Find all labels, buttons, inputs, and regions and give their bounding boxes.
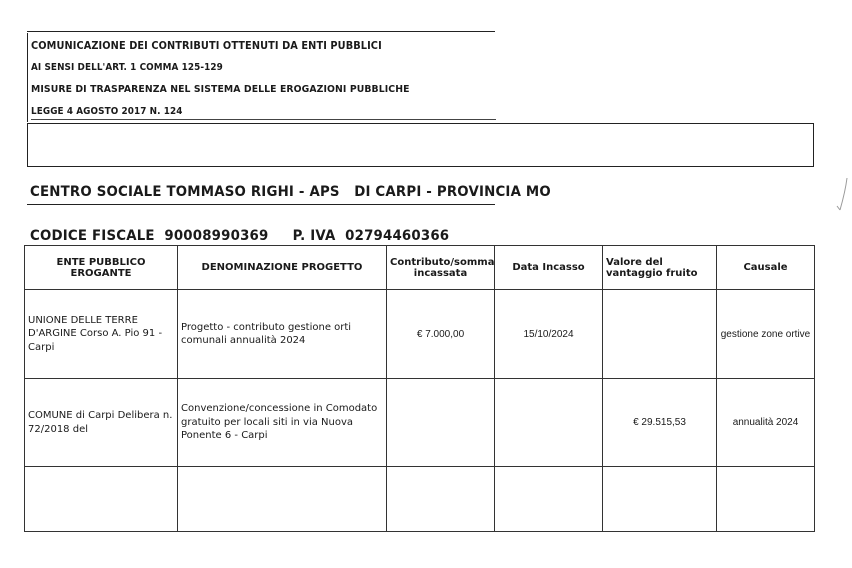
table-row [25,379,815,467]
cell-data-incasso: 15/10/2024 [495,290,603,379]
cell-causale: gestione zone ortive [717,290,815,379]
cell-progetto [178,467,387,532]
cell-vantaggio: € 29.515,53 [603,379,717,467]
column-header-vantaggio: Valore del vantaggio fruito [603,246,717,290]
cell-contributo [387,379,495,467]
cell-data-incasso [495,467,603,532]
cell-causale [717,467,815,532]
cell-contributo: € 7.000,00 [387,290,495,379]
cell-causale: annualità 2024 [717,379,815,467]
organization-name: CENTRO SOCIALE TOMMASO RIGHI - APS DI CARPI - PROVINCIA MO [30,184,551,200]
table-row [25,290,815,379]
column-header-causale: Causale [717,246,815,290]
table-row [25,467,815,532]
header-top-rule [27,31,495,32]
header-measures-line: MISURE DI TRASPARENZA NEL SISTEMA DELLE EROGAZIONI PUBBLICHE [31,84,410,95]
cell-contributo [387,467,495,532]
organization-underline [27,204,495,205]
cell-ente: COMUNE di Carpi Delibera n. 72/2018 del [25,379,178,467]
column-header-contributo: Contributo/somma incassata [387,246,495,290]
column-header-data: Data Incasso [495,246,603,290]
table-header-row [25,246,815,290]
cell-progetto: Convenzione/concessione in Comodato gratuito per locali siti in via Nuova Ponente 6 - Carpi [178,379,387,467]
pen-mark-icon [836,176,850,216]
header-block [27,33,496,122]
cell-vantaggio [603,467,717,532]
cell-vantaggio [603,290,717,379]
empty-notes-box [27,123,814,167]
header-title-line: COMUNICAZIONE DEI CONTRIBUTI OTTENUTI DA ENTI PUBBLICI [31,40,382,52]
column-header-progetto: DENOMINAZIONE PROGETTO [178,246,387,290]
column-header-ente: ENTE PUBBLICO EROGANTE [25,246,178,290]
cell-data-incasso [495,379,603,467]
header-article-line: AI SENSI DELL'ART. 1 COMMA 125-129 [31,62,223,73]
header-underline [31,119,496,120]
cell-ente [25,467,178,532]
contributions-table [24,245,815,532]
header-law-line: LEGGE 4 AGOSTO 2017 N. 124 [31,106,183,117]
fiscal-code-line: CODICE FISCALE 90008990369 P. IVA 02794460366 [30,228,450,244]
cell-progetto: Progetto - contributo gestione orti comunali annualità 2024 [178,290,387,379]
cell-ente: UNIONE DELLE TERRE D'ARGINE Corso A. Pio 91 - Carpi [25,290,178,379]
